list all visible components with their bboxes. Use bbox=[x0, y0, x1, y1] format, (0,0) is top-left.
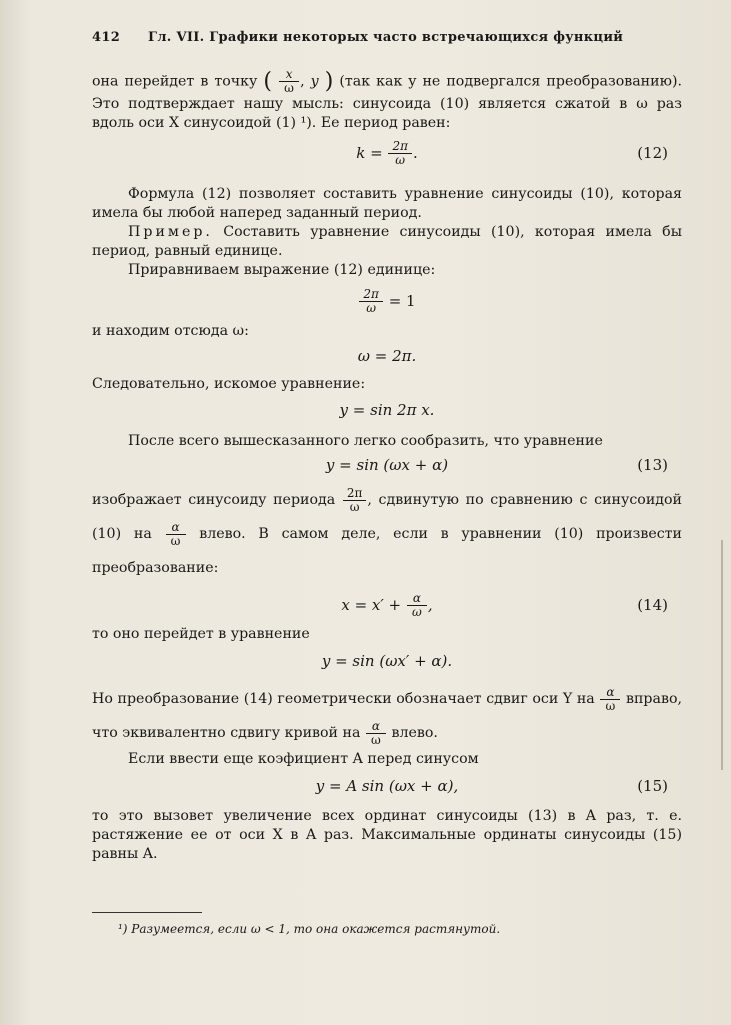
paragraph: Следовательно, искомое уравнение: bbox=[92, 376, 366, 392]
equation-15 bbox=[92, 769, 682, 803]
paragraph: После всего вышесказанного легко сообразить, что уравнение bbox=[128, 433, 603, 449]
text-span: влево. bbox=[391, 725, 438, 741]
text-span: Составить уравнение синусоиды (10), которая имела бы период, равный единице. bbox=[92, 224, 682, 259]
equation-b: ω = 2π. bbox=[357, 346, 417, 365]
equation-d: y = sin (ωx′ + α). bbox=[321, 651, 453, 670]
fraction bbox=[361, 288, 381, 315]
fraction bbox=[602, 686, 618, 713]
page-number: 412 bbox=[92, 30, 121, 45]
equation-number: (15) bbox=[637, 776, 668, 795]
equation-c: y = sin 2π x. bbox=[339, 400, 435, 419]
equation-number: (14) bbox=[637, 595, 668, 614]
fraction bbox=[168, 521, 184, 548]
numerator: α bbox=[412, 590, 421, 605]
footnote: ¹) Разумеется, если ω < 1, то она окажется растянутой. bbox=[118, 922, 501, 936]
paragraph bbox=[92, 682, 682, 750]
numerator: α bbox=[371, 718, 380, 733]
equation-13 bbox=[92, 451, 682, 479]
equation-text: y = sin (ωx + α) bbox=[325, 455, 449, 474]
text-span: (так как y не подвергался преобразованию). Это подтверждает нашу мысль: синусоида (10) является сжатой в ω раз вдоль оси X синусоидой (1) ¹). Ее период равен: bbox=[92, 73, 682, 131]
paragraph bbox=[92, 483, 682, 585]
text-span: , сдвинутую по сравнению с синусоидой (10) на bbox=[92, 492, 683, 542]
numerator: 2π bbox=[346, 485, 363, 500]
paragraph: Если ввести еще коэфициент A перед синусом bbox=[128, 751, 479, 767]
numerator: α bbox=[171, 519, 180, 534]
equation-a: $\frac{2\pi}{\omega}$ = 1 bbox=[92, 280, 682, 322]
equation-number: (12) bbox=[637, 143, 668, 162]
text-span: она перейдет в точку bbox=[92, 73, 258, 90]
denominator: ω bbox=[395, 152, 406, 167]
text-span: Но преобразование (14) геометрически обозначает сдвиг оси Y на bbox=[92, 691, 595, 707]
example-label: Пример. bbox=[128, 224, 213, 240]
fraction bbox=[409, 592, 425, 619]
running-title: Гл. VII. Графики некоторых часто встречающихся функций bbox=[148, 30, 624, 45]
fraction bbox=[390, 140, 410, 167]
denominator: ω bbox=[371, 732, 381, 747]
page-body bbox=[92, 62, 682, 864]
paragraph: она перейдет в точку ( $\frac{x}{\omega}$ , y ) (так как y не подвергался преобразованию). Это подтверждает нашу мысль: синусоида (10) является сжатой в ω раз вдоль оси X синусоидой (1) ¹). Ее период равен: bbox=[92, 67, 682, 131]
text-span: влево. В самом деле, если в уравнении (10) произвести преобразование: bbox=[92, 526, 682, 576]
fraction bbox=[281, 68, 297, 95]
page-header bbox=[92, 30, 652, 45]
equation-text: y = A sin (ωx + α), bbox=[315, 776, 459, 795]
paragraph: Приравниваем выражение (12) единице: bbox=[128, 262, 436, 278]
text-span: изображает синусоиду периода bbox=[92, 492, 336, 508]
paragraph: то оно перейдет в уравнение bbox=[92, 626, 310, 642]
page-edge-shadow bbox=[721, 540, 723, 770]
denominator: ω bbox=[411, 604, 422, 619]
denominator: ω bbox=[349, 499, 360, 514]
denominator: ω bbox=[170, 533, 181, 548]
equation-number: (13) bbox=[637, 455, 668, 474]
denominator: ω bbox=[284, 81, 294, 95]
footnote-rule bbox=[92, 912, 202, 913]
fraction bbox=[368, 720, 384, 747]
paragraph: то это вызовет увеличение всех ординат синусоиды (13) в A раз, т. е. растяжение ее от оси X в A раз. Максимальные ординаты синусоиды (15) равны A. bbox=[92, 808, 682, 862]
paragraph: Формула (12) позволяет составить уравнение синусоиды (10), которая имела бы любой наперед заданный период. bbox=[92, 186, 682, 221]
fraction bbox=[345, 487, 365, 514]
text-span: вправо, что эквивалентно сдвигу кривой на bbox=[92, 691, 683, 741]
value: 1 bbox=[406, 291, 416, 310]
numerator: 2π bbox=[363, 286, 379, 301]
equation-12: k = $\frac{2\pi}{\omega}$ . (12) bbox=[356, 138, 668, 167]
symbol: y bbox=[310, 73, 319, 90]
numerator: α bbox=[606, 684, 615, 699]
numerator: x bbox=[285, 67, 293, 81]
paren: ) bbox=[324, 69, 334, 94]
paragraph: и находим отсюда ω: bbox=[92, 323, 249, 339]
denominator: ω bbox=[605, 698, 616, 713]
paren: ( bbox=[263, 69, 273, 94]
denominator: ω bbox=[366, 300, 377, 315]
paragraph bbox=[92, 223, 682, 261]
equation-14: x = x′ + $\frac{\alpha}{\omega}$ , (14) bbox=[341, 590, 668, 619]
numerator: 2π bbox=[392, 138, 408, 153]
